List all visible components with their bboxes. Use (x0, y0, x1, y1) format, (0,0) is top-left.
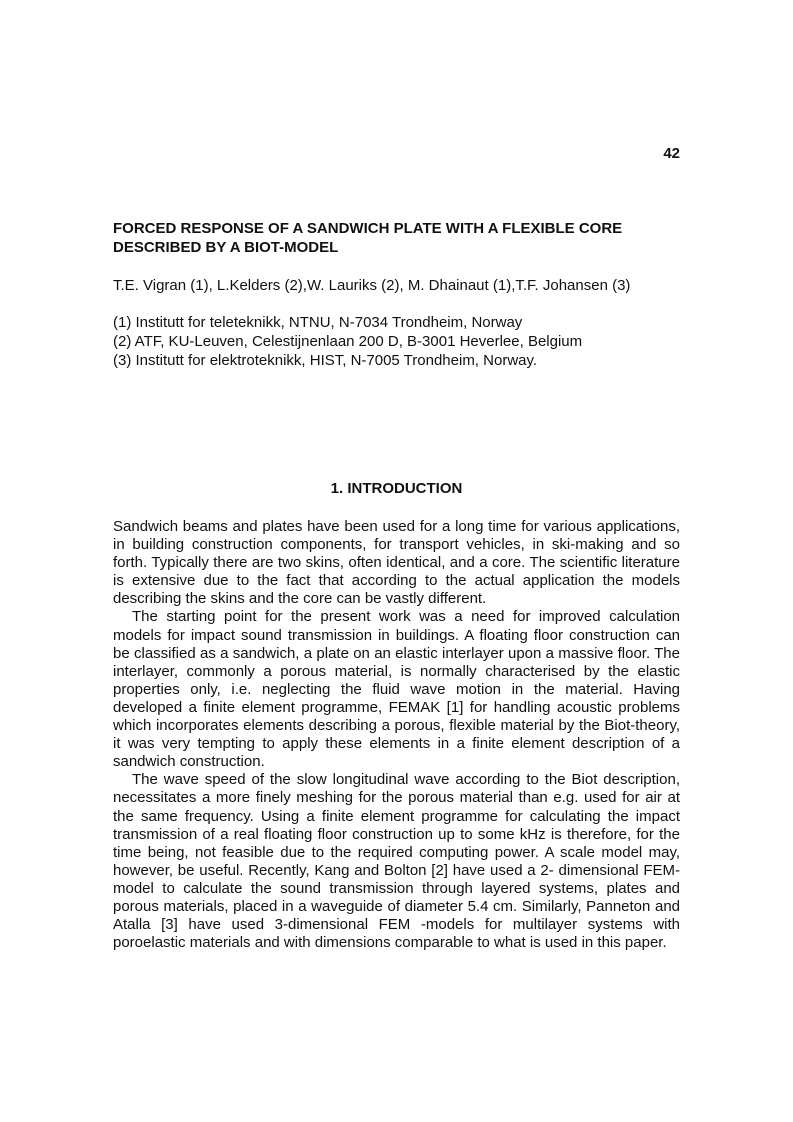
affiliation-item: (3) Institutt for elektroteknikk, HIST, N-7005 Trondheim, Norway. (113, 352, 538, 369)
affiliation-item: (1) Institutt for teleteknikk, NTNU, N-7034 Trondheim, Norway (113, 314, 523, 331)
body-paragraph: The wave speed of the slow longitudinal wave according to the Biot description, necessitates a more finely meshing for the porous material than e.g. used for air at the same frequency. Using a finite element programme for calculating the impact transmission of a real floating floor construction up to some kHz is therefore, for the time being, not feasible due to the required computing power. A scale model may, however, be useful. Recently, Kang and Bolton [2] have used a 2- dimensional FEM-model to calculate the sound transmission through layered systems, plates and porous materials, placed in a waveguide of diameter 5.4 cm. Similarly, Panneton and Atalla [3] have used 3-dimensional FEM -models for multilayer systems with poroelastic materials and with dimensions comparable to what is used in this paper. (113, 771, 680, 952)
section-heading: 1. INTRODUCTION (330, 480, 463, 497)
body-paragraph: The starting point for the present work was a need for improved calculation models for impact sound transmission in buildings. A floating floor construction can be classified as a sandwich, a plate on an elastic interlayer upon a massive floor. The interlayer, commonly a porous material, is normally characterised by the elastic properties only, i.e. neglecting the fluid wave motion in the material. Having developed a finite element programme, FEMAK [1] for handling acoustic problems which incorporates elements describing a porous, flexible material by the Biot-theory, it was very tempting to apply these elements in a finite element description of a sandwich construction. (113, 608, 680, 771)
page-number: 42 (663, 145, 680, 162)
section-body (113, 518, 680, 952)
affiliation-item: (2) ATF, KU-Leuven, Celestijnenlaan 200 D, B-3001 Heverlee, Belgium (113, 333, 583, 350)
paper-title: FORCED RESPONSE OF A SANDWICH PLATE WITH A FLEXIBLE CORE DESCRIBED BY A BIOT-MODEL (113, 220, 623, 256)
body-paragraph: Sandwich beams and plates have been used for a long time for various applications, in building construction components, for transport vehicles, in ski-making and so forth. Typically there are two skins, often identical, and a core. The scientific literature is extensive due to the fact that according to the actual application the models describing the skins and the core can be vastly different. (113, 518, 680, 608)
author-list: T.E. Vigran (1), L.Kelders (2),W. Lauriks (2), M. Dhainaut (1),T.F. Johansen (3) (113, 277, 631, 294)
affiliation-list (113, 313, 680, 370)
